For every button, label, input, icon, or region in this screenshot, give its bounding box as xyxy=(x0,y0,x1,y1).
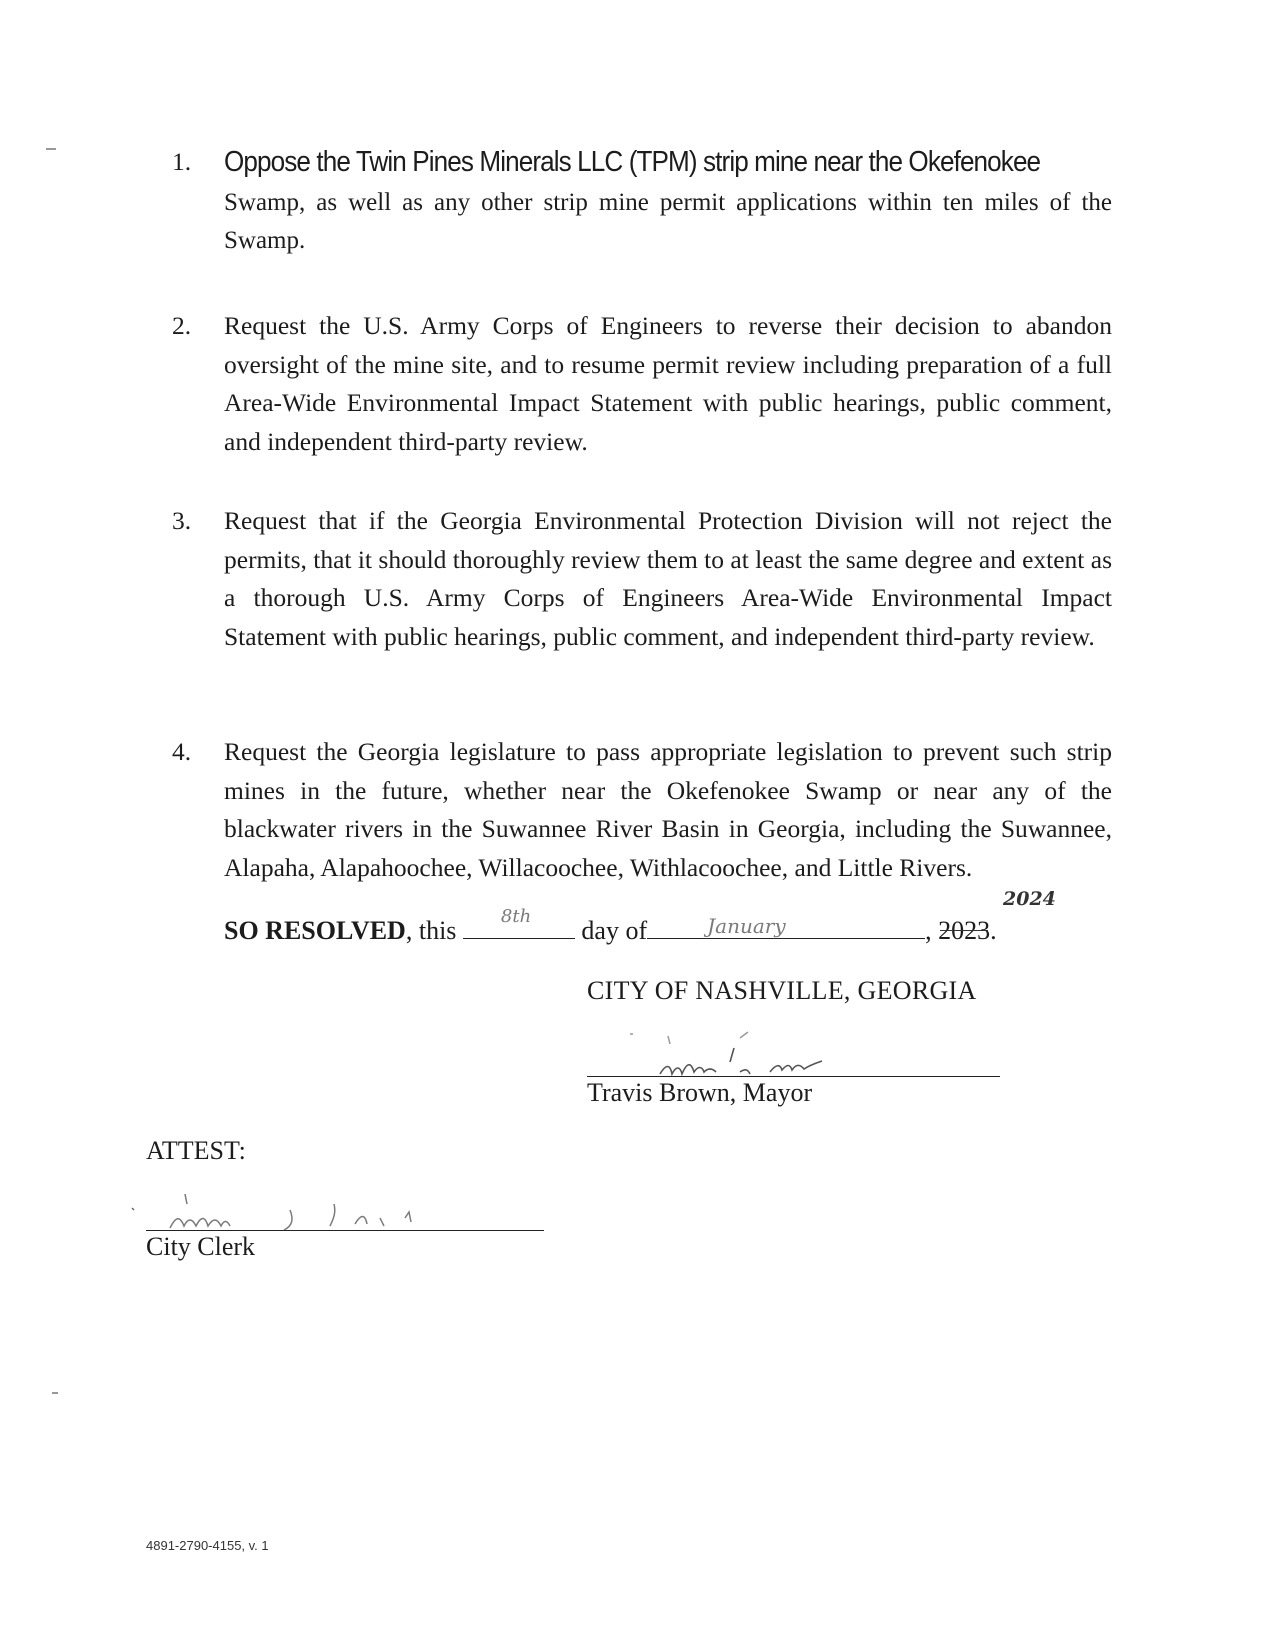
item-first-line: Oppose the Twin Pines Minerals LLC (TPM) strip mine near the Okefenokee xyxy=(224,146,1041,178)
item-number: 3. xyxy=(172,506,192,535)
resolution-item xyxy=(172,733,1112,887)
city-name: CITY OF NASHVILLE, GEORGIA xyxy=(587,976,977,1005)
document-id: 4891-2790-4155, v. 1 xyxy=(146,1538,269,1553)
handwritten-day: 8th xyxy=(500,906,532,927)
resolved-lead: SO RESOLVED xyxy=(224,916,406,945)
mayor-signature xyxy=(590,1022,930,1078)
resolved-this: , this xyxy=(405,916,457,945)
item-number: 2. xyxy=(172,311,192,340)
resolution-item xyxy=(172,502,1112,656)
resolution-item xyxy=(172,307,1112,461)
clerk-signature xyxy=(130,1188,460,1234)
printed-year: 2023 xyxy=(938,916,991,945)
day-blank xyxy=(463,906,575,939)
item-number: 1. xyxy=(172,147,192,176)
item-number: 4. xyxy=(172,737,192,766)
mayor-name: Travis Brown, Mayor xyxy=(587,1078,813,1107)
attest-label: ATTEST: xyxy=(146,1136,246,1165)
item-text: Request that if the Georgia Environmental Protection Division will not reject the permits, that it should thoroughly review them to at least the same degree and extent as a thorough U.S. Army Corps of Engineers Area-Wide Environmental Impact Statement with public hearings, public comment, and independent third-party review. xyxy=(224,506,1113,651)
item-text: Request the U.S. Army Corps of Engineers to reverse their decision to abandon oversight of the mine site, and to resume permit review including preparation of a full Area-Wide Environmental Impact Statement with public hearings, public comment, and independent third-party review. xyxy=(224,311,1112,456)
resolved-day-of: day of xyxy=(581,916,648,945)
resolved-line: SO RESOLVED, this 8th day of January , 2023. xyxy=(224,906,997,945)
mayor-signature-line xyxy=(587,1076,1000,1077)
month-blank xyxy=(647,916,925,939)
resolution-item xyxy=(172,143,1112,261)
scan-mark xyxy=(52,1392,58,1394)
handwritten-month: January xyxy=(707,914,786,938)
scan-mark xyxy=(46,148,56,150)
item-rest-text: Swamp, as well as any other strip mine permit applications within ten miles of the Swamp. xyxy=(224,188,1112,254)
handwritten-year: 2024 xyxy=(1003,888,1056,910)
clerk-title: City Clerk xyxy=(146,1232,256,1261)
item-text: Request the Georgia legislature to pass appropriate legislation to prevent such strip mines in the future, whether near the Okefenokee Swamp or near any of the blackwater rivers in the Suwannee River Basin in Georgia, including the Suwannee, Alapaha, Alapahoochee, Willacoochee, Withlacoochee, and Little Rivers. xyxy=(224,737,1112,882)
clerk-signature-line xyxy=(146,1230,544,1231)
item-text xyxy=(224,143,1112,261)
